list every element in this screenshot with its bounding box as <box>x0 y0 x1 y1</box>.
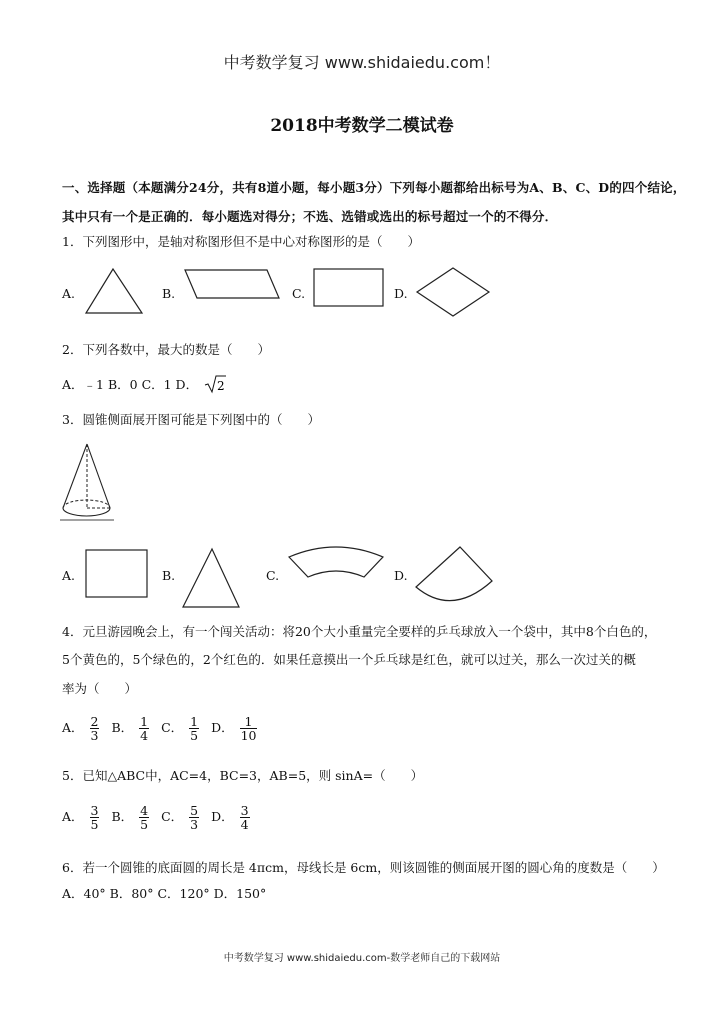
q4-option-b-label: B． <box>111 720 134 736</box>
header-site-text: 中考数学复习 www.shidaiedu.com！ <box>223 53 501 72</box>
q5-option-c-fraction: $\frac{5}{3}$ <box>190 803 199 833</box>
q4-option-c-label: C． <box>161 720 184 736</box>
q4-stem-line3: 率为（ ） <box>62 681 138 696</box>
q2-stem: 2．下列各数中，最大的数是（ ） <box>62 342 270 357</box>
q5-stem: 5．已知△ABC中，AC=4，BC=3，AB=5，则 sinA=（ ） <box>62 768 424 783</box>
q4-option-c-fraction: $\frac{1}{5}$ <box>190 714 199 744</box>
q4-option-d-label: D． <box>211 720 234 736</box>
q1-stem: 1．下列图形中，是轴对称图形但不是中心对称图形的是（ ） <box>62 234 420 249</box>
q1-option-d-label: D. <box>394 286 408 301</box>
q1-option-b-parallelogram <box>183 268 283 302</box>
q1-option-d-rhombus <box>415 266 491 318</box>
q5-option-a-label: A． <box>62 809 84 825</box>
q4-option-a-fraction: $\frac{2}{3}$ <box>90 714 99 744</box>
q3-stem: 3．圆锥侧面展开图可能是下列图中的（ ） <box>62 412 320 427</box>
paper-title: 2018中考数学二模试卷 <box>270 116 454 136</box>
q4-stem-line1: 4．元旦游园晚会上，有一个闯关活动：将20个大小重量完全要样的乒乓球放入一个袋中，其中8个白色的， <box>62 624 657 639</box>
q5-option-b-label: B． <box>111 809 134 825</box>
q4-options <box>62 715 261 742</box>
q1-option-a-triangle <box>84 267 144 317</box>
q4-option-b-fraction: $\frac{1}{4}$ <box>140 714 149 744</box>
q2-sqrt-radicand: 2 <box>217 379 225 393</box>
q5-option-d-label: D． <box>211 809 234 825</box>
q6-options-text: A．40° B．80° C．120° D．150° <box>62 886 267 901</box>
q3-option-d-label: D. <box>394 568 408 583</box>
section-instruction-line1: 一、选择题（本题满分24分，共有8道小题，每小题3分）下列每小题都给出标号为A、B、C、D的四个结论， <box>62 180 686 195</box>
q6-stem: 6．若一个圆锥的底面圆的周长是 4πcm，母线长是 6cm，则该圆锥的侧面展开图的圆心角的度数是（ ） <box>62 860 665 875</box>
q5-option-c-label: C． <box>161 809 184 825</box>
q5-option-a-fraction: $\frac{3}{5}$ <box>90 803 99 833</box>
q1-option-b-label: B. <box>162 286 176 301</box>
q5-option-b-fraction: $\frac{4}{5}$ <box>140 803 149 833</box>
q2-options-text: A．﹣1 B．0 C．1 D． <box>62 377 199 392</box>
q4-option-a-label: A． <box>62 720 84 736</box>
q4-stem-line2: 5个黄色的，5个绿色的，2个红色的．如果任意摸出一个乒乓球是红色，就可以过关，那么一次过关的概 <box>62 652 636 667</box>
q4-option-d-fraction: $\frac{1}{10}$ <box>240 714 257 744</box>
q3-option-b-triangle <box>181 547 243 611</box>
q5-options <box>62 804 254 831</box>
section-instruction-line2: 其中只有一个是正确的．每小题选对得分；不选、选错或选出的标号超过一个的不得分． <box>62 209 558 224</box>
q3-option-a-rectangle <box>85 549 149 599</box>
q1-option-c-label: C. <box>292 286 306 301</box>
q3-option-c-label: C. <box>266 568 280 583</box>
q2-options <box>62 375 226 393</box>
q3-option-c-annulus-sector <box>286 543 386 593</box>
q3-option-d-sector <box>414 545 494 607</box>
q3-cone-figure <box>60 442 118 522</box>
q5-option-d-fraction: $\frac{3}{4}$ <box>240 803 249 833</box>
q3-option-b-label: B. <box>162 568 176 583</box>
q1-option-c-rectangle <box>313 268 385 308</box>
footer-text: 中考数学复习 www.shidaiedu.com-数学老师自己的下载网站 <box>223 953 501 964</box>
q2-sqrt-symbol <box>204 375 226 393</box>
q1-option-a-label: A. <box>62 286 76 301</box>
q3-option-a-label: A. <box>62 568 76 583</box>
